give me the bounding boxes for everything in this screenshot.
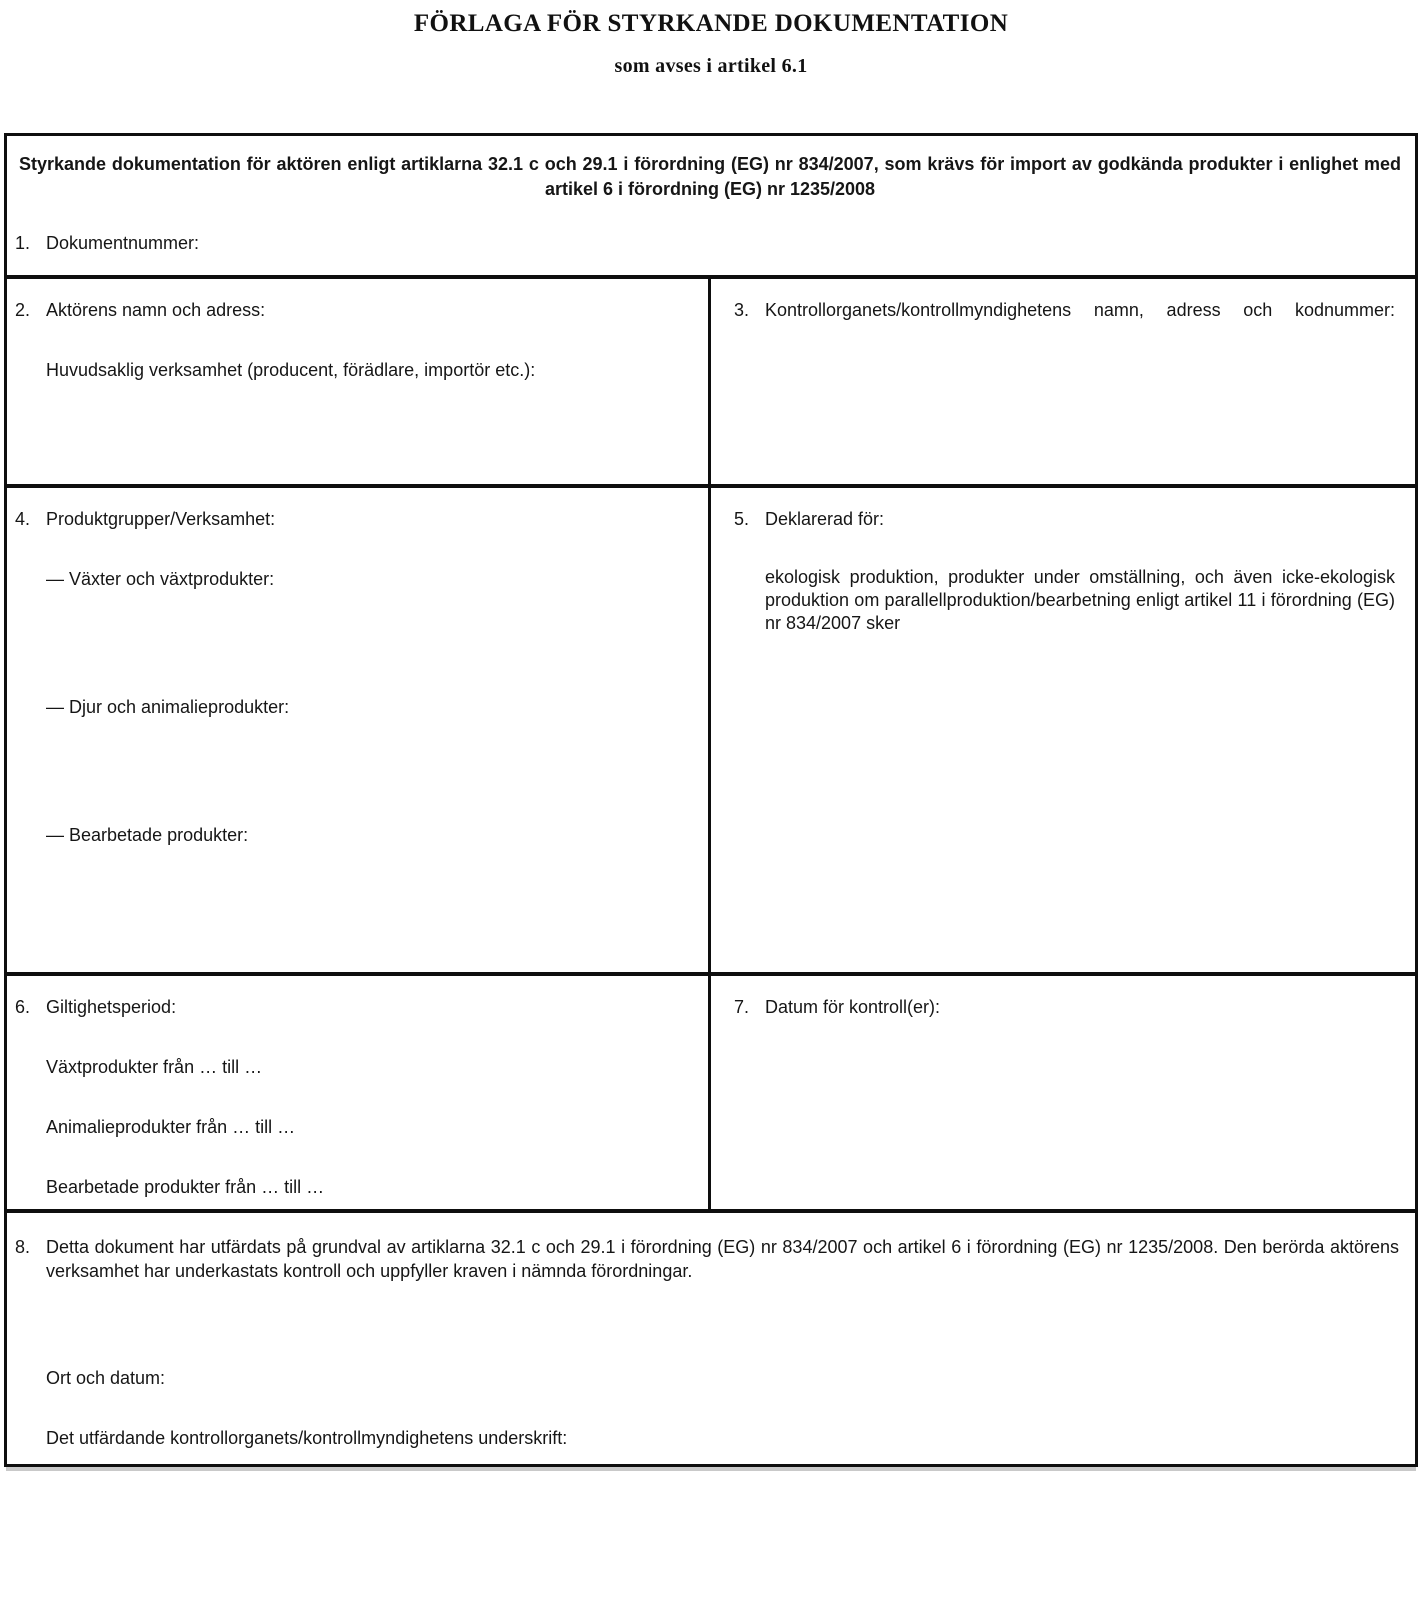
page-title: FÖRLAGA FÖR STYRKANDE DOKUMENTATION xyxy=(413,10,1009,37)
cell-datum-for-kontroll xyxy=(711,976,1415,1209)
field-number: 3. xyxy=(734,300,750,320)
line-animalieprodukter: Animalieprodukter från … till … xyxy=(46,1117,296,1137)
field-number: 8. xyxy=(15,1237,31,1257)
row-produktgrupper-deklarerad xyxy=(7,484,1415,972)
field-intyg xyxy=(15,1235,1401,1283)
item-djur: — Djur och animalieprodukter: xyxy=(46,697,290,717)
row-intyg xyxy=(7,1209,1415,1464)
field-label: Detta dokument har utfärdats på grundval av artiklarna 32.1 c och 29.1 i förordning (EG) nr 834/2007 och artikel 6 i förordning (EG) nr 1235/2008. Den berörda aktörens verksamhet har underkastats kontroll och uppfyller kraven i nämnda förordningar. xyxy=(46,1237,1399,1281)
ort-och-datum-label: Ort och datum: xyxy=(46,1368,166,1388)
field-label: Kontrollorganets/kontrollmyndighetens namn, adress och kodnummer: xyxy=(765,300,1395,320)
row-header-dokumentnummer xyxy=(7,136,1415,275)
item-bearbetade: — Bearbetade produkter: xyxy=(46,825,249,845)
field-label: Produktgrupper/Verksamhet: xyxy=(46,509,276,529)
field-giltighetsperiod xyxy=(15,996,692,1018)
form-header-text: Styrkande dokumentation för aktören enligt artiklarna 32.1 c och 29.1 i förordning (EG) nr 834/2007, som krävs för import av godkända produkter i enlighet med artikel 6 i förordning (EG) nr 1235/2008 xyxy=(19,154,1401,199)
row-aktor-kontrollorgan xyxy=(7,275,1415,484)
field-produktgrupper xyxy=(15,508,692,530)
form-table xyxy=(4,133,1418,1467)
field-deklarerad-for xyxy=(734,508,1395,530)
field-label: Aktörens namn och adress: xyxy=(46,300,266,320)
field-number: 7. xyxy=(734,997,750,1017)
field-number: 4. xyxy=(15,509,31,529)
cell-intyg xyxy=(7,1213,1415,1464)
cell-kontrollorganets-namn xyxy=(711,279,1415,484)
field-label: Giltighetsperiod: xyxy=(46,997,177,1017)
cell-produktgrupper xyxy=(7,488,711,972)
field-datum-for-kontroll xyxy=(734,996,1395,1018)
field-aktorens-namn xyxy=(15,299,692,321)
field-dokumentnummer xyxy=(15,232,1405,254)
field-huvudsaklig-verksamhet: Huvudsaklig verksamhet (producent, förädlare, importör etc.): xyxy=(46,360,536,380)
field-number: 1. xyxy=(15,233,31,253)
cell-giltighetsperiod xyxy=(7,976,711,1209)
line-vaxtprodukter: Växtprodukter från … till … xyxy=(46,1057,263,1077)
field-number: 6. xyxy=(15,997,31,1017)
field-number: 2. xyxy=(15,300,31,320)
cell-deklarerad-for xyxy=(711,488,1415,972)
field-label: Dokumentnummer: xyxy=(46,233,200,253)
item-vaxter: — Växter och växtprodukter: xyxy=(46,569,275,589)
field-label: Datum för kontroll(er): xyxy=(765,997,941,1017)
cell-header xyxy=(7,136,1415,275)
field-kontrollorganets-namn xyxy=(734,299,1395,321)
field-label: Deklarerad för: xyxy=(765,509,885,529)
page-subtitle: som avses i artikel 6.1 xyxy=(614,55,808,77)
underskrift-label: Det utfärdande kontrollorganets/kontrollmyndighetens underskrift: xyxy=(46,1428,568,1448)
line-bearbetade-produkter: Bearbetade produkter från … till … xyxy=(46,1177,325,1197)
deklarerad-for-body: ekologisk produktion, produkter under omställning, och även icke-ekologisk produktion om parallellproduktion/bearbetning enligt artikel 11 i förordning (EG) nr 834/2007 sker xyxy=(765,567,1395,633)
row-giltighetsperiod-datum xyxy=(7,972,1415,1209)
cell-aktorens-namn xyxy=(7,279,711,484)
field-number: 5. xyxy=(734,509,750,529)
